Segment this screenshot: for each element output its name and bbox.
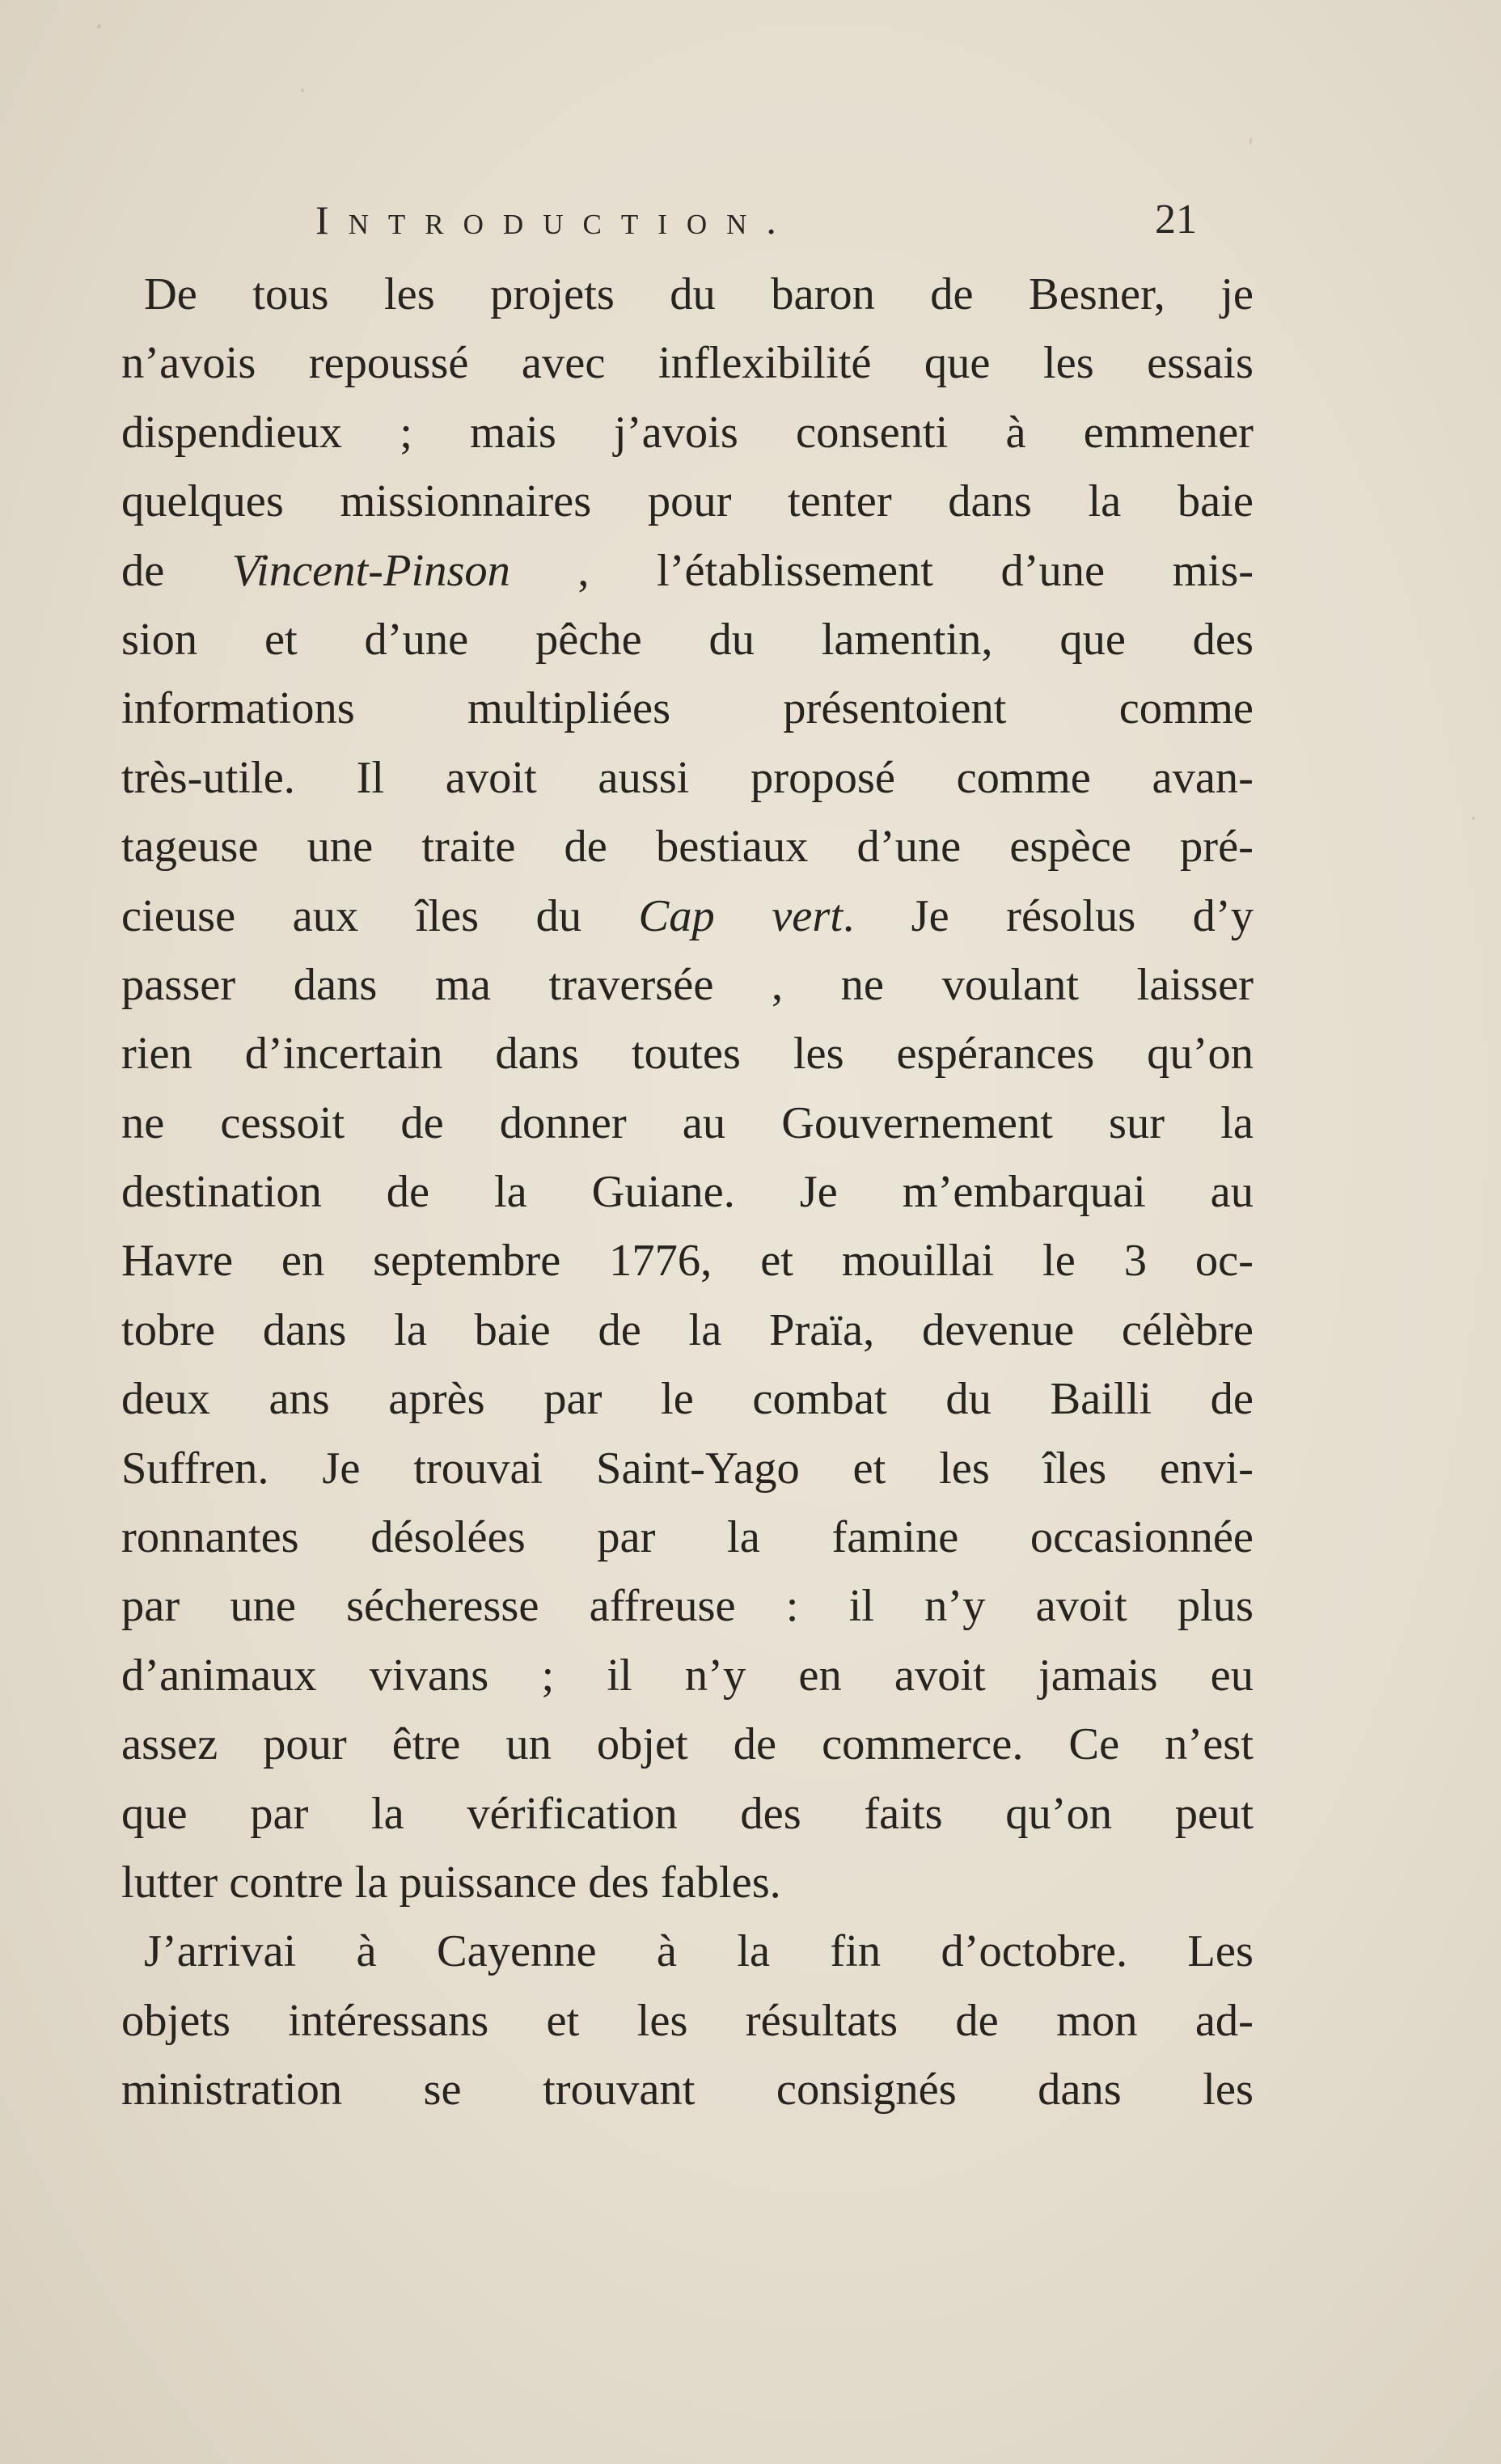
text-line: informations multipliées présentoient comme xyxy=(121,683,1254,734)
text-line: Suffren. Je trouvai Saint-Yago et les îles envi- xyxy=(121,1443,1254,1494)
text-fragment: . Je résolus d’y xyxy=(843,890,1254,941)
text-line: ministration se trouvant consignés dans les xyxy=(121,2065,1254,2115)
text-line: que par la vérification des faits qu’on peut xyxy=(121,1788,1254,1839)
text-line: ne cessoit de donner au Gouvernement sur la xyxy=(121,1097,1254,1148)
paper-speck xyxy=(1472,817,1475,820)
text-line: Havre en septembre 1776, et mouillai le 3 oc- xyxy=(121,1236,1254,1287)
running-head-title: Introduction. xyxy=(315,197,796,243)
text-line: passer dans ma traversée , ne voulant laisser xyxy=(121,959,1254,1010)
page-number: 21 xyxy=(1155,197,1197,243)
text-line: d’animaux vivans ; il n’y en avoit jamais eu xyxy=(121,1650,1254,1701)
text-fragment: cieuse aux îles du xyxy=(121,890,639,941)
text-line: dispendieux ; mais j’avois consenti à emmener xyxy=(121,407,1254,458)
text-line: très-utile. Il avoit aussi proposé comme avan- xyxy=(121,752,1254,803)
running-head xyxy=(315,188,1197,252)
text-line xyxy=(121,882,1254,951)
text-line: par une sécheresse affreuse : il n’y avoit plus xyxy=(121,1581,1254,1632)
italic-place-name: Vincent-Pinson xyxy=(231,545,510,596)
body-text xyxy=(121,260,1254,2125)
text-line: De tous les projets du baron de Besner, je xyxy=(144,269,1254,319)
text-line: deux ans après par le combat du Bailli de xyxy=(121,1374,1254,1425)
paper-speck xyxy=(1249,137,1252,145)
text-fragment: de xyxy=(121,545,232,596)
text-line: J’arrivai à Cayenne à la fin d’octobre. Les xyxy=(144,1926,1254,1977)
text-line: assez pour être un objet de commerce. Ce n’est xyxy=(121,1719,1254,1770)
text-line: ronnantes désolées par la famine occasionnée xyxy=(121,1512,1254,1563)
text-line: quelques missionnaires pour tenter dans la baie xyxy=(121,476,1254,527)
italic-place-name: Cap vert xyxy=(638,890,844,941)
text-line: sion et d’une pêche du lamentin, que des xyxy=(121,614,1254,665)
text-line: objets intéressans et les résultats de mon ad- xyxy=(121,1995,1254,2046)
paper-speck xyxy=(97,24,101,28)
text-line: destination de la Guiane. Je m’embarquai au xyxy=(121,1167,1254,1218)
text-line: lutter contre la puissance des fables. xyxy=(121,1857,781,1908)
text-line: rien d’incertain dans toutes les espérances qu’on xyxy=(121,1029,1254,1080)
text-line: tobre dans la baie de la Praïa, devenue célèbre xyxy=(121,1304,1254,1355)
text-line: n’avois repoussé avec inflexibilité que les essais xyxy=(121,338,1254,389)
paper-speck xyxy=(301,89,304,92)
text-line xyxy=(121,537,1254,606)
text-line: tageuse une traite de bestiaux d’une espèce pré- xyxy=(121,822,1254,873)
text-fragment: , l’établissement d’une mis- xyxy=(509,545,1254,596)
